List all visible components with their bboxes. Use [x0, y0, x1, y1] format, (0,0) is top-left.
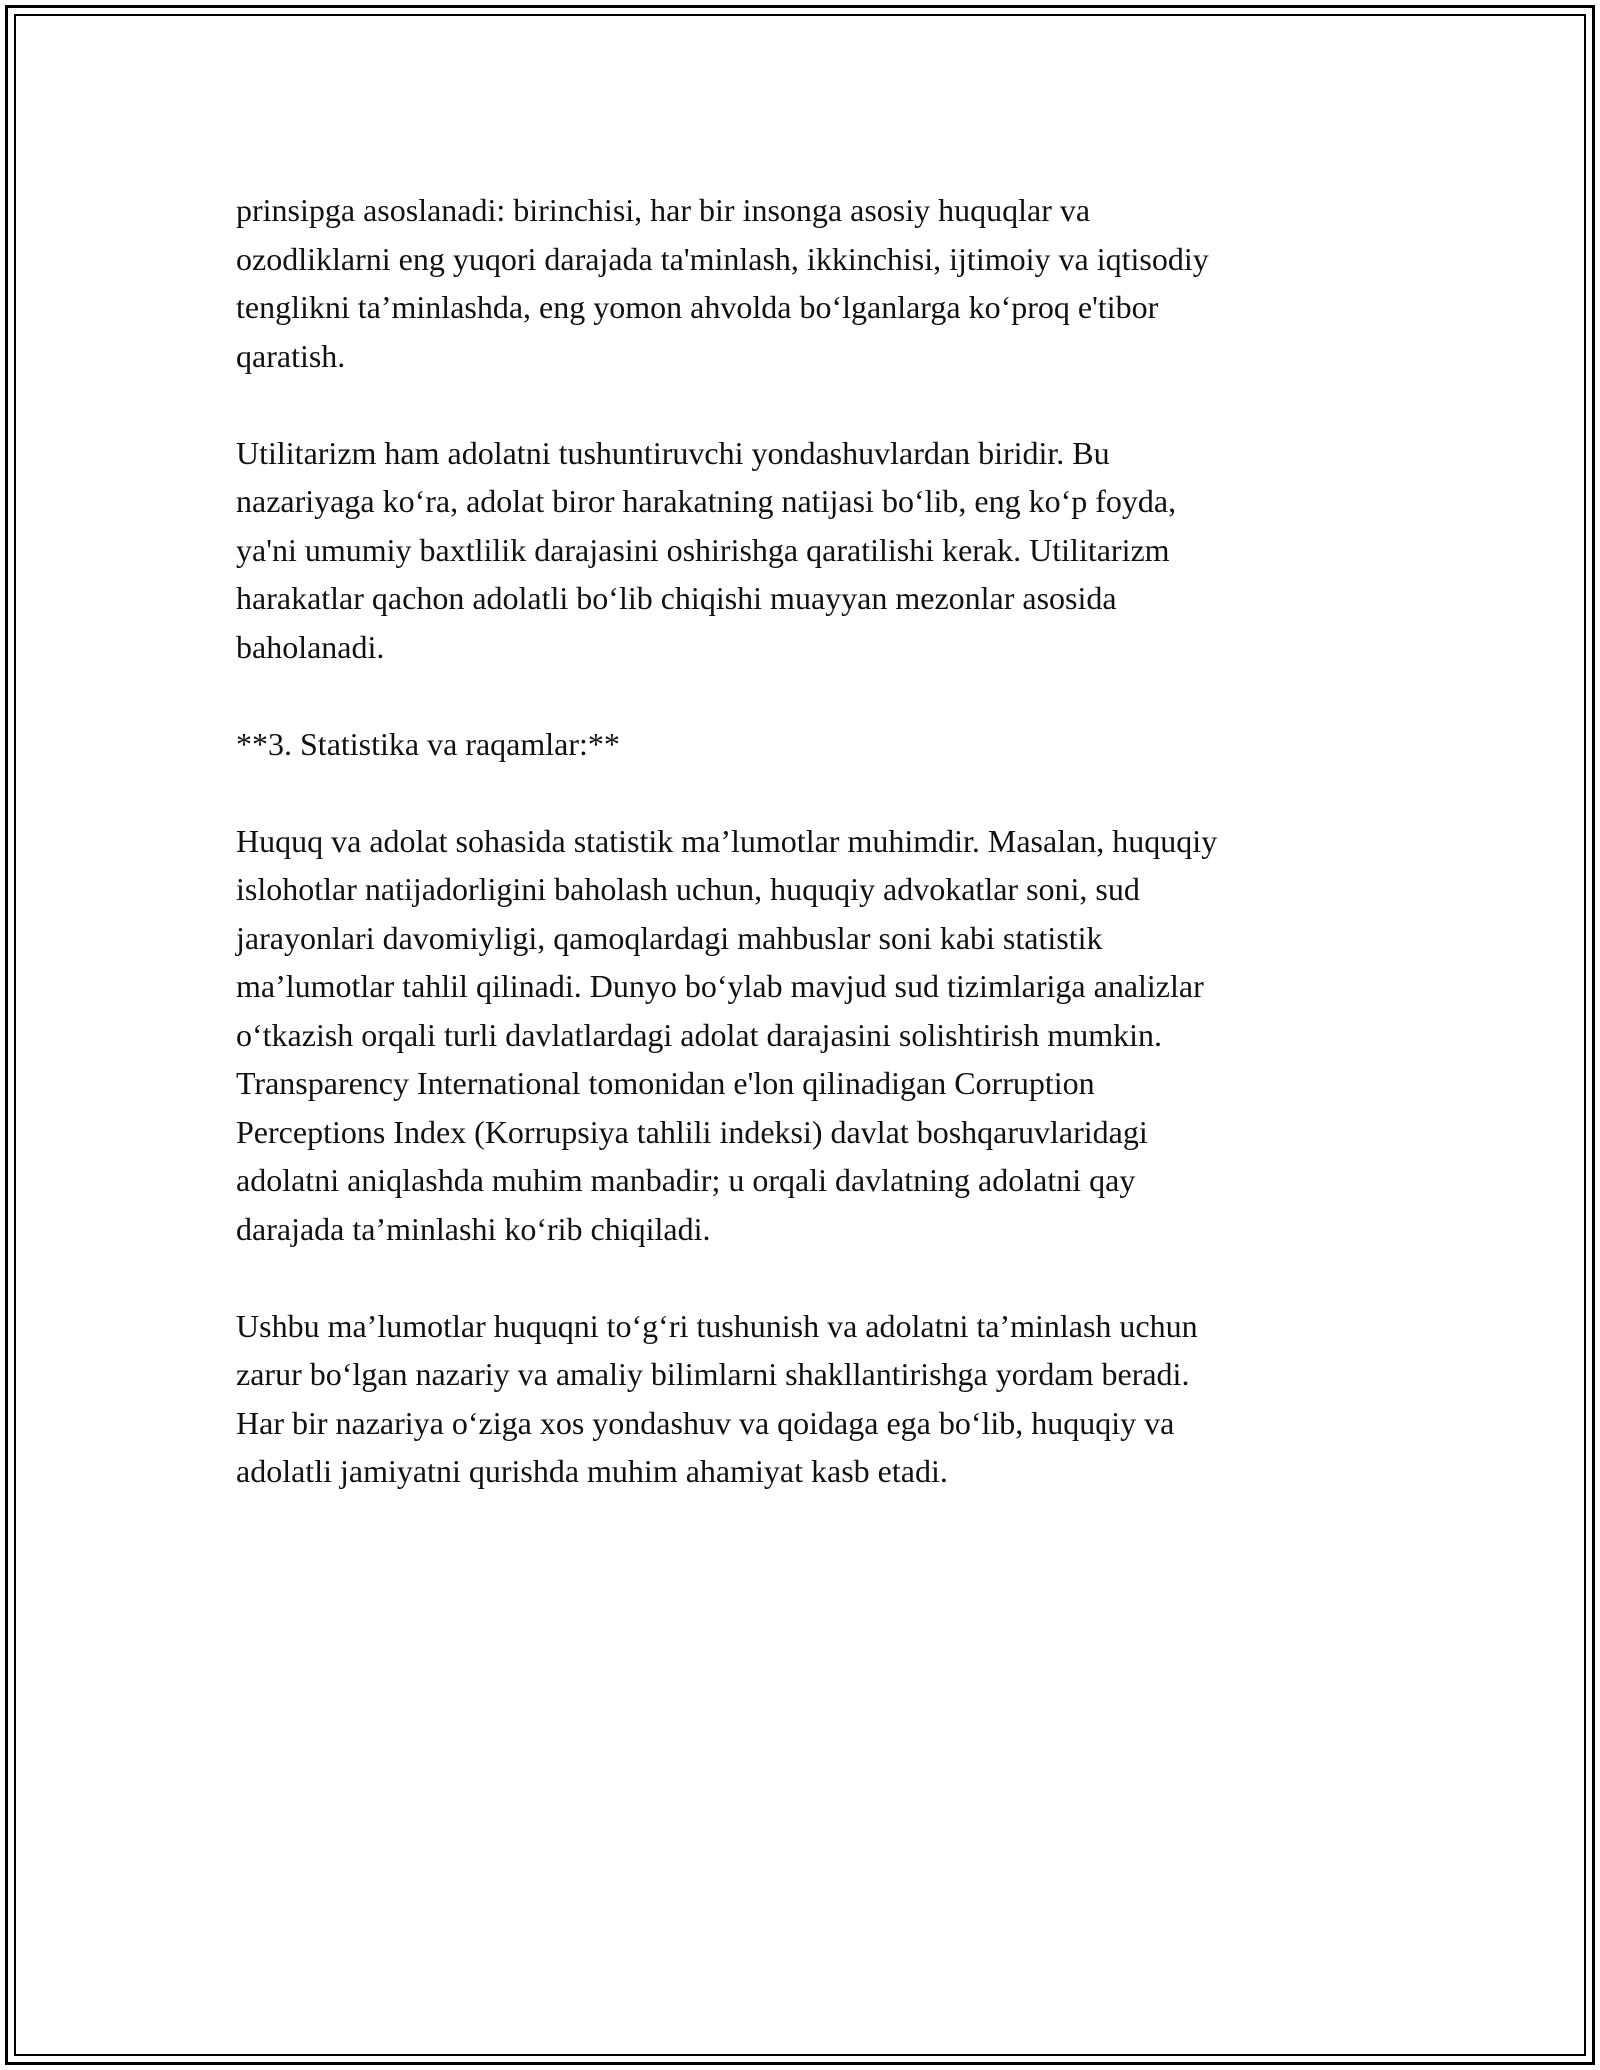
paragraph-statistics: Huquq va adolat sohasida statistik ma’lumotlar muhimdir. Masalan, huquqiy islohotlar natijadorligini baholash uchun, huquqiy advokatlar soni, sud jarayonlari davomiyligi, qamoqlardagi mahbuslar soni kabi statistik ma’lumotlar tahlil qilinadi. Dunyo bo‘ylab mavjud sud tizimlariga analizlar o‘tkazish orqali turli davlatlardagi adolat darajasini solishtirish mumkin. Transparency International tomonidan e'lon qilinadigan Corruption Perceptions Index (Korrupsiya tahlili indeksi) davlat boshqaruvlaridagi adolatni aniqlashda muhim manbadir; u orqali davlatning adolatni qay darajada ta’minlashi ko‘rib chiqiladi.: [236, 822, 1218, 1247]
document-body: [236, 186, 1376, 1544]
section-heading-statistics: **3. Statistika va raqamlar:**: [236, 725, 620, 762]
paragraph-utilitarianism: Utilitarizm ham adolatni tushuntiruvchi yondashuvlardan biridir. Bu nazariyaga ko‘ra, adolat biror harakatning natijasi bo‘lib, eng ko‘p foyda, ya'ni umumiy baxtlilik darajasini oshirishga qaratilishi kerak. Utilitarizm harakatlar qachon adolatli bo‘lib chiqishi muayyan mezonlar asosida baholanadi.: [236, 434, 1177, 665]
paragraph-conclusion: Ushbu ma’lumotlar huquqni to‘g‘ri tushunish va adolatni ta’minlash uchun zarur bo‘lgan nazariy va amaliy bilimlarni shakllantirishga yordam beradi. Har bir nazariya o‘ziga xos yondashuv va qoidaga ega bo‘lib, huquqiy va adolatli jamiyatni qurishda muhim ahamiyat kasb etadi.: [236, 1307, 1198, 1489]
paragraph-principles: prinsipga asoslanadi: birinchisi, har bir insonga asosiy huquqlar va ozodliklarni eng yuqori darajada ta'minlash, ikkinchisi, ijtimoiy va iqtisodiy tenglikni ta’minlashda, eng yomon ahvolda bo‘lganlarga ko‘proq e'tibor qaratish.: [236, 192, 1209, 374]
